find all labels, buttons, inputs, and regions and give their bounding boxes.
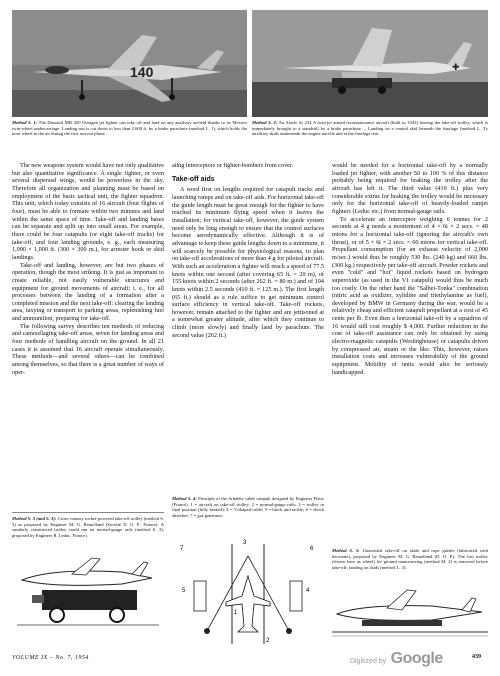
caption-label: Method S. 3 (and S. 3): — [12, 516, 57, 521]
issue-footer: VOLUME IX – No. 7, 1954 — [12, 655, 89, 661]
rocket-trolley-diagram — [12, 550, 164, 640]
column-1 — [12, 162, 164, 376]
skid-takeoff-diagram — [332, 584, 488, 646]
column-3 — [332, 162, 488, 376]
svg-text:✚: ✚ — [452, 62, 460, 72]
cable-catapult-diagram — [172, 536, 324, 648]
paragraph: would be needed for a horizontal take-off by a normally loaded jet fighter, with another 50 to 100 % of this distance probably being required for braking the trolley after the aircraft has left it. The third value (410 ft.) plus very considerable extras for braking the trolley would be necessary only for the horizontal take-off of heavily-loaded ramjet fighters (Leduc etc.) from normal-gauge rails. — [332, 162, 488, 215]
caption-text: Unassisted take-off on skids and rope guides (lubricated with kerosene), proposed by Engineer M. G. Remelland (D. O. P.). The fast trolley (shown here as wheel) for ground manoeuvring (method M. 2) is removed before take-off; landing on skids (method L. 3). — [332, 548, 488, 570]
photo-arado-jet — [252, 10, 488, 117]
callout-3: 3 — [243, 540, 247, 546]
figure-caption-right — [332, 548, 488, 570]
ouragan-jet-image — [12, 10, 247, 117]
photo-ouragan-jet — [12, 10, 247, 117]
caption-label: Method S. 1: — [12, 120, 38, 125]
page-number: 439 — [472, 654, 481, 660]
arado-jet-image — [252, 10, 488, 117]
caption-text: The Dassault MD 450 Ouragan jet fighter can take off and land on any auxiliary airfield thanks to its Messier twin-wheel undercarriage. Landing run is cut down to less than 2,600 ft. by a brake parachute (method L. 1), which holds the nose wheel in the air during the first run-out phase. — [12, 120, 247, 137]
caption-text: An Arado Ar 234 A twin-jet armed reconnaissance aircraft (built in 1943) leaving the take-off trolley, which is immediately brought to a standstill by a brake parachute. – Landing on a central skid beneath the fuselage (method L. 3); auxiliary skids underneath the engine nacelle and at the fuselage rear. — [252, 120, 488, 137]
caption-label: Method S. 2: — [252, 120, 278, 125]
section-heading: Take-off aids — [172, 175, 215, 183]
callout-7: 7 — [180, 546, 184, 552]
photo-caption-left — [12, 120, 247, 137]
divider — [12, 512, 164, 513]
caption-label: Method S. 4: — [172, 496, 197, 501]
figure-cable-catapult — [172, 536, 324, 648]
column-2 — [172, 162, 324, 339]
caption-text: Principle of the Arbalète cable catapult designed by Engineer Fleux (France). 1 = aircraft on take-off trolley; 2 = normal-gauge rails; 3 = trolley in final position (fully braked); 4 = V-shaped cable; 5 = block and tackle; 6 = shock absorber; 7 = gas generator. — [172, 496, 324, 518]
aircraft-marking: 140 — [130, 64, 154, 80]
paragraph: The following survey describes ten methods of reducing and camouflaging take-off areas, seven for landing areas and four methods of handling aircraft on the ground. In all 21 cases it is assumed that 16 aircraft operate simultaneously. These methods—and several others—can be combined among themselves, so that there is a great number of ways of oper- — [12, 322, 164, 376]
callout-4: 4 — [306, 588, 310, 594]
paragraph: ating interceptors or fighter-bombers from cover. — [172, 162, 294, 169]
photo-caption-right — [252, 120, 488, 137]
caption-label: Method S. 5: — [332, 548, 360, 553]
callout-1: 1 — [234, 610, 238, 616]
paragraph: Take-off and landing, however, are but two phases of operation, though the most striking. It is just as important to create reliable, not easily vulnerable structures and equipment for ground movements of aircraft; i. e., for all processes between the landing of a formation after a completed mission and the next take-off: clearing the landing area, taxying or transport to parking areas, replenishing fuel and ammunition, preparing for take-off. — [12, 261, 164, 323]
paragraph: A word first on lengths required for catapult tracks and launching ramps and on take-off aids. For horizontal take-off the guide length must be great enough for the fighter to have reached its minimum flying speed when it leaves the installation; for vertical take-off, however, the guide system need only be long enough to ensure that the control surfaces become aerodynamically effective. Although it is of advantage to keep these guide lengths down to a minimum, it will scarcely be possible for physiological reasons, to plan on take-off accelerations of more than 4 g for piloted aircraft. With such an acceleration a fighter will reach a speed of 77.5 knots within one second (after covering 65 ft. = 20 m), of 155 knots within 2 seconds (after 262 ft. = 80 m.) and of 194 knots within 2.5 seconds (410 ft. = 125 m.). The first length (65 ft.) should as a rule suffice to get minimum control surface efficiency in vertical take-off. Take-off rockets, however, remain attached to the fighter and are jettisoned at a somewhat greater altitude, after which they continue to climb (more slowly) and finally land by parachute. The second value (262 ft.) — [172, 186, 324, 339]
caption-text: Cross-country rocket-powered take-off trolley (method S. 3) as proposed by Engineer M. G. Remelland (Société D. O. P., France). A similarly constructed trolley could run on normal-gauge rails (method S. 3); proposed by Engineer R. Leduc, France). — [12, 516, 164, 538]
paragraph: The new weapons system would have not only qualitative but also quantitative significance. A single fighter, or even several dispersed wings, would be powerless in the sky. Therefore all organization and planning must be based on employment of the basic tactical unit, the fighter squadron. This unit, which today consists of 16 aircraft (four flights of four), must be able to formate within two minutes and land within the same space of time. Take-off and landing bases can be separate and split up into small areas. For example, there could be four catapults (or eight take-off tracks) for take-off, and four landing grounds, e. g., each measuring 1,000 × 1,000 ft. (300 × 300 m.), for arrester hook or skid landings. — [12, 162, 164, 261]
figure-caption-mid — [172, 496, 324, 518]
figure-skid-takeoff — [332, 584, 488, 646]
watermark-logo: Google — [390, 650, 443, 667]
google-watermark — [350, 650, 443, 668]
callout-6: 6 — [310, 546, 314, 552]
figure-rocket-trolley — [12, 550, 164, 640]
watermark-prefix: Digitized by — [350, 658, 387, 665]
callout-2: 2 — [266, 638, 270, 644]
paragraph: To accelerate an interceptor weighing 6 tonnes for 2 seconds at 4 g needs a momentum of 4 × 6t × 2 secs. = 48 mtons for a horizontal take-off (ignoring the aircraft's own thrust), or of 5 × 6t × 2 secs. = 60 mtons for vertical take-off. Propellant consumption (for an exhaust velocity of 2,000 m/sec.) would thus be roughly 530 lbs. (240 kg) and 660 lbs. (300 kg.) respectively per take-off aircraft. Powder rockets and even "cold" and "hot" liquid rockets based on hydrogen superoxide (as used in the V1 catapult) would thus be much too costly. On the other hand the "Salbei-Tonka" combination (nitric acid as oxidizer, xylidine and triethylamine as fuel), developed by BMW in Germany during the war, would be a relatively cheap and efficient catapult propellant at a cost of 45 cents per lb. Even then a horizontal take-off by a squadron of 16 would still cost roughly $ 4,000. Further reduction in the cost of take-off assistance can only be obtained by using electro-magnetic catapults (Westinghouse) or catapults driven by compressed air, steam or the like. This, however, raises installation costs and increases vulnerability of the ground equipment. Mobility of units would also be seriously handicapped. — [332, 215, 488, 376]
callout-5: 5 — [182, 588, 186, 594]
figure-caption-left — [12, 516, 164, 538]
